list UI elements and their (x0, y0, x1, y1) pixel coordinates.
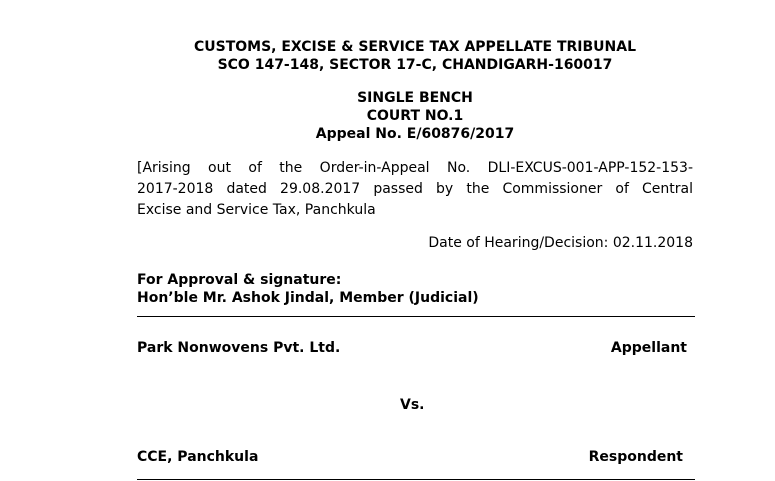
divider-bottom (137, 479, 695, 480)
appellant-name: Park Nonwovens Pvt. Ltd. (137, 340, 341, 356)
appeal-number: Appeal No. E/60876/2017 (315, 126, 515, 142)
hearing-date: Date of Hearing/Decision: 02.11.2018 (428, 235, 693, 251)
tribunal-address: SCO 147-148, SECTOR 17-C, CHANDIGARH-160017 (217, 57, 613, 73)
member-name: Hon’ble Mr. Ashok Jindal, Member (Judicial) (137, 290, 479, 306)
bench-type: SINGLE BENCH (357, 90, 473, 106)
respondent-name: CCE, Panchkula (137, 449, 259, 465)
arising-line-2: 2017-2018 dated 29.08.2017 passed by the Commissioner of Central (137, 181, 693, 197)
arising-line-1: [Arising out of the Order-in-Appeal No. DLI-EXCUS-001-APP-152-153- (137, 160, 693, 176)
respondent-role: Respondent (588, 449, 683, 465)
approval-label: For Approval & signature: (137, 272, 342, 288)
court-number: COURT NO.1 (366, 108, 464, 124)
versus-label: Vs. (400, 397, 425, 413)
tribunal-name: CUSTOMS, EXCISE & SERVICE TAX APPELLATE TRIBUNAL (193, 39, 637, 55)
divider-top (137, 316, 695, 317)
appellant-role: Appellant (610, 340, 687, 356)
arising-out-paragraph (137, 158, 693, 221)
arising-line-3: Excise and Service Tax, Panchkula (137, 202, 376, 218)
